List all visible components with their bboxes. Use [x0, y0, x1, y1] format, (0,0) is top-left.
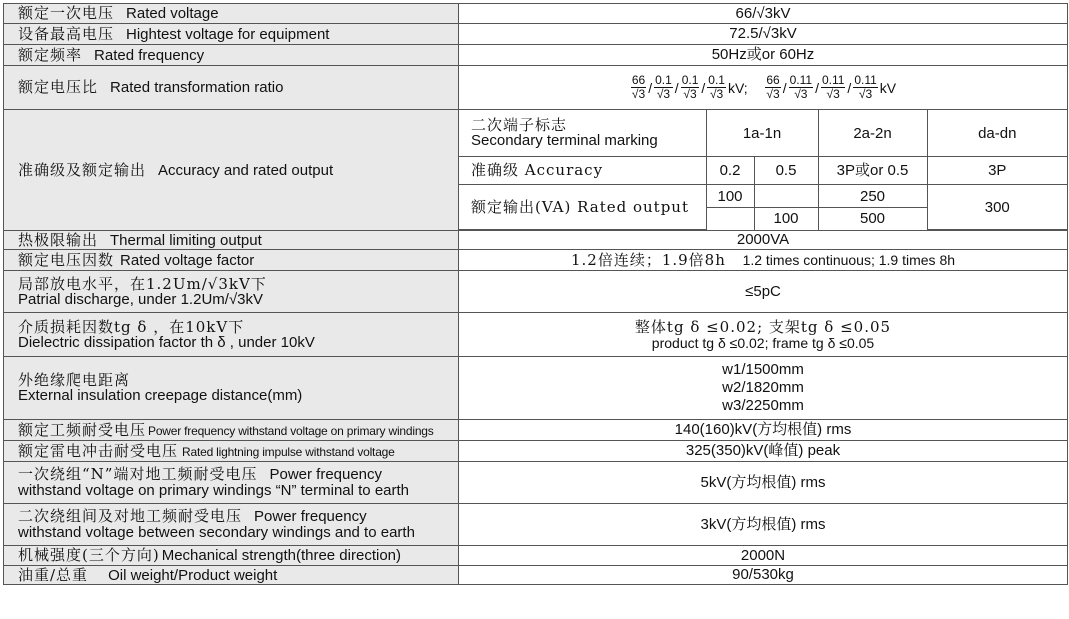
value-cell: 50Hz或or 60Hz: [459, 45, 1068, 66]
accuracy-class: 3P: [927, 157, 1067, 185]
value-en: product tg δ ≤0.02; frame tg δ ≤0.05: [651, 334, 875, 351]
row-mechanical: [4, 546, 1068, 566]
label-zh: 额定一次电压: [18, 4, 115, 22]
value-cell: 5kV(方均根值) rms: [459, 462, 1068, 504]
row-lightning: [4, 441, 1068, 462]
label-en: Accuracy and rated output: [158, 161, 334, 179]
row-power-frequency: [4, 420, 1068, 441]
value-en: 1.2 times continuous; 1.9 times 8h: [742, 251, 956, 268]
fraction: $\frac{0.1}{√3}$: [655, 73, 672, 101]
label-en: Power frequency withstand voltage on primary windings: [148, 423, 434, 438]
label-zh: 额定工频耐受电压: [18, 420, 147, 439]
label-cell: [4, 313, 459, 357]
label-zh: 额定电压因数: [18, 250, 115, 269]
label-zh: 额定电压比: [18, 78, 99, 96]
row-highest-voltage: [4, 24, 1068, 45]
label-en-2: withstand voltage on primary windings “N” terminal to earth: [18, 482, 410, 499]
label-cell: [4, 566, 459, 585]
value-cell: 90/530kg: [459, 566, 1068, 585]
label-zh: 机械强度(三个方向): [18, 546, 160, 564]
label-cell: [4, 462, 459, 504]
accuracy-class-label: 准确级 Accuracy: [459, 157, 706, 185]
label-en: Oil weight/Product weight: [108, 566, 278, 584]
label-cell: [4, 110, 459, 231]
label-en: External insulation creepage distance(mm): [18, 387, 303, 404]
value-cell: 66/√3kV: [459, 4, 1068, 24]
row-partial-discharge: [4, 271, 1068, 313]
row-thermal: [4, 231, 1068, 250]
label-en: Patrial discharge, under 1.2Um/√3kV: [18, 290, 264, 308]
label-en: Rated frequency: [94, 46, 205, 64]
fraction: $\frac{66}{√3}$: [631, 73, 646, 101]
fraction: $\frac{0.11}{√3}$: [821, 73, 845, 101]
row-rated-frequency: [4, 45, 1068, 66]
terminal-2a-2n: 2a-2n: [818, 110, 927, 157]
label-cell: [4, 357, 459, 420]
output-value: 100: [754, 207, 818, 229]
output-value: 300: [927, 185, 1067, 230]
accuracy-class: 0.2: [706, 157, 754, 185]
label-en: Rated lightning impulse withstand voltage: [182, 444, 395, 459]
label-cell: [4, 45, 459, 66]
accuracy-class: 0.5: [754, 157, 818, 185]
ratio-value-cell: $\frac{66}{√3}$ / $\frac{0.1}{√3}$ / $\frac{0.1}{√3}$ / $\frac{0.1}{√3}$ kV; $\frac{66}{√3}$ / $\frac{0.11}{√3}$ / $\frac{0.11}{√3}$ / $\frac{0.11}{√3}$ kV: [459, 66, 1068, 110]
label-cell: [4, 441, 459, 462]
accuracy-class: 3P或or 0.5: [818, 157, 927, 185]
row-weight: [4, 566, 1068, 585]
label-en-2: withstand voltage between secondary windings and to earth: [18, 524, 415, 541]
value-cell: 3kV(方均根值) rms: [459, 504, 1068, 546]
label-en: Rated voltage: [126, 5, 219, 22]
label-zh: 介质损耗因数tg δ ，在10kV下: [18, 317, 245, 336]
label-cell: [4, 66, 459, 110]
label-cell: [4, 250, 459, 271]
rated-output-label: 额定输出(VA) Rated output: [459, 185, 706, 230]
row-n-terminal: [4, 462, 1068, 504]
row-creepage: [4, 357, 1068, 420]
label-zh: 热极限输出: [18, 230, 99, 249]
label-en: Power frequency: [254, 508, 367, 525]
terminal-da-dn: da-dn: [927, 110, 1067, 157]
creepage-value: w3/2250mm: [722, 397, 804, 414]
creepage-value: w2/1820mm: [722, 379, 804, 396]
label-en: Thermal limiting output: [110, 231, 262, 249]
label-zh: 局部放电水平，在1.2Um/√3kV下: [18, 274, 267, 293]
output-value: [706, 207, 754, 229]
label-cell: [4, 24, 459, 45]
fraction: $\frac{0.11}{√3}$: [789, 73, 813, 101]
row-rated-voltage: [4, 4, 1068, 24]
value-cell: 140(160)kV(方均根值) rms: [459, 420, 1068, 441]
accuracy-table: [459, 110, 1067, 230]
row-voltage-factor: [4, 250, 1068, 271]
output-value: 100: [706, 185, 754, 207]
value-cell: [459, 313, 1068, 357]
label-en: Hightest voltage for equipment: [126, 25, 330, 43]
label-cell: [4, 546, 459, 566]
label-cell: [4, 4, 459, 24]
label-cell: [4, 231, 459, 250]
label-cell: [4, 271, 459, 313]
label-zh: 准确级及额定输出: [18, 160, 147, 179]
label-zh: 设备最高电压: [18, 24, 115, 43]
row-accuracy: [4, 110, 1068, 231]
label-cell: [4, 420, 459, 441]
value-cell: ≤5pC: [459, 271, 1068, 313]
fraction: $\frac{0.11}{√3}$: [854, 73, 877, 101]
value-cell: 72.5/√3kV: [459, 24, 1068, 45]
output-value: 250: [818, 185, 927, 207]
row-ratio: [4, 66, 1068, 110]
label-en: Rated voltage factor: [120, 251, 255, 269]
label-zh: 油重/总重: [18, 565, 89, 584]
creepage-value: w1/1500mm: [722, 361, 804, 378]
value-zh: 整体tg δ ≤0.02; 支架tg δ ≤0.05: [634, 317, 892, 336]
row-dielectric: [4, 313, 1068, 357]
row-secondary-withstand: [4, 504, 1068, 546]
value-cell: 2000VA: [459, 231, 1068, 250]
label-zh: 额定频率: [18, 45, 83, 64]
label-zh: 外绝缘爬电距离: [18, 371, 131, 389]
value-cell: 2000N: [459, 546, 1068, 566]
label-zh: 一次绕组“N”端对地工频耐受电压: [18, 465, 258, 483]
accuracy-value-cell: [459, 110, 1068, 231]
label-en: Power frequency: [269, 466, 383, 483]
ratio-unit: kV: [879, 79, 897, 96]
fraction: $\frac{0.1}{√3}$: [681, 73, 699, 101]
label-zh: 二次绕组间及对地工频耐受电压: [18, 507, 243, 525]
label-en: Rated transformation ratio: [110, 79, 284, 96]
value-cell: 325(350)kV(峰值) peak: [459, 441, 1068, 462]
label-zh: 额定雷电冲击耐受电压: [18, 441, 179, 460]
value-zh: 1.2倍连续；1.9倍8h: [570, 250, 726, 269]
output-value: 500: [818, 207, 927, 229]
label-en: Dielectric dissipation factor th δ , under 10kV: [18, 333, 315, 351]
terminal-1a-1n: 1a-1n: [706, 110, 818, 157]
output-value: [754, 185, 818, 207]
fraction: $\frac{0.1}{√3}$: [708, 73, 725, 101]
terminal-marking-label: 二次端子标志 Secondary terminal marking: [459, 110, 706, 157]
fraction: $\frac{66}{√3}$: [766, 73, 780, 101]
value-cell: [459, 357, 1068, 420]
spec-table: [3, 3, 1068, 585]
value-cell: [459, 250, 1068, 271]
ratio-unit: kV;: [727, 79, 748, 96]
label-cell: [4, 504, 459, 546]
label-en: Mechanical strength(three direction): [161, 547, 402, 564]
